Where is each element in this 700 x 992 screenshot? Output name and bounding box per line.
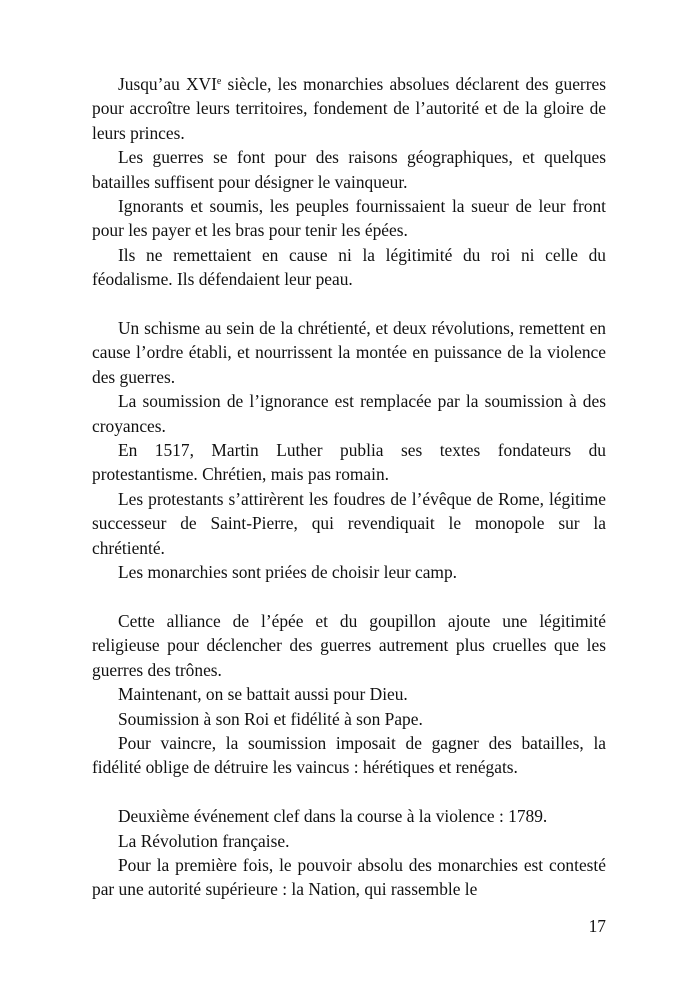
paragraph: Les guerres se font pour des raisons géographiques, et quelques batailles suffisent pour désigner le vainqueur. (92, 147, 606, 192)
paragraph-gap (92, 585, 606, 609)
paragraph-gap (92, 780, 606, 804)
paragraph: Jusqu’au XVIe siècle, les monarchies absolues déclarent des guerres pour accroître leurs territoires, fondement de l’autorité et de la gloire de leurs princes. (92, 74, 606, 143)
paragraph: Les monarchies sont priées de choisir leur camp. (118, 562, 458, 583)
paragraph: Ignorants et soumis, les peuples fournissaient la sueur de leur front pour les payer et les bras pour tenir les épées. (92, 196, 606, 241)
page-number: 17 (588, 916, 606, 936)
paragraph: La soumission de l’ignorance est remplacée par la soumission à des croyances. (92, 391, 606, 436)
paragraph: Les protestants s’attirèrent les foudres de l’évêque de Rome, légitime successeur de Saint-Pierre, qui revendiquait le monopole sur la chrétienté. (92, 488, 606, 558)
paragraph: Un schisme au sein de la chrétienté, et deux révolutions, remettent en cause l’ordre établi, et nourrissent la montée en puissance de la violence des guerres. (92, 318, 606, 387)
paragraph: La Révolution française. (118, 830, 290, 851)
paragraph: Pour la première fois, le pouvoir absolu des monarchies est contesté par une autorité supérieure : la Nation, qui rassemble le (92, 854, 606, 900)
body-text (92, 72, 606, 902)
superscript: e (216, 76, 222, 87)
paragraph-gap (92, 292, 606, 316)
paragraph: Cette alliance de l’épée et du goupillon ajoute une légitimité religieuse pour déclencher des guerres autrement plus cruelles que les guerres des trônes. (92, 610, 606, 680)
paragraph: Soumission à son Roi et fidélité à son Pape. (118, 708, 423, 729)
paragraph: Maintenant, on se battait aussi pour Dieu. (118, 684, 408, 705)
paragraph: En 1517, Martin Luther publia ses textes fondateurs du protestantisme. Chrétien, mais pas romain. (92, 440, 606, 485)
paragraph: Ils ne remettaient en cause ni la légitimité du roi ni celle du féodalisme. Ils défendaient leur peau. (92, 244, 606, 290)
paragraph: Pour vaincre, la soumission imposait de gagner des batailles, la fidélité oblige de détruire les vaincus : hérétiques et renégats. (92, 732, 606, 778)
paragraph: Deuxième événement clef dans la course à la violence : 1789. (118, 806, 548, 827)
